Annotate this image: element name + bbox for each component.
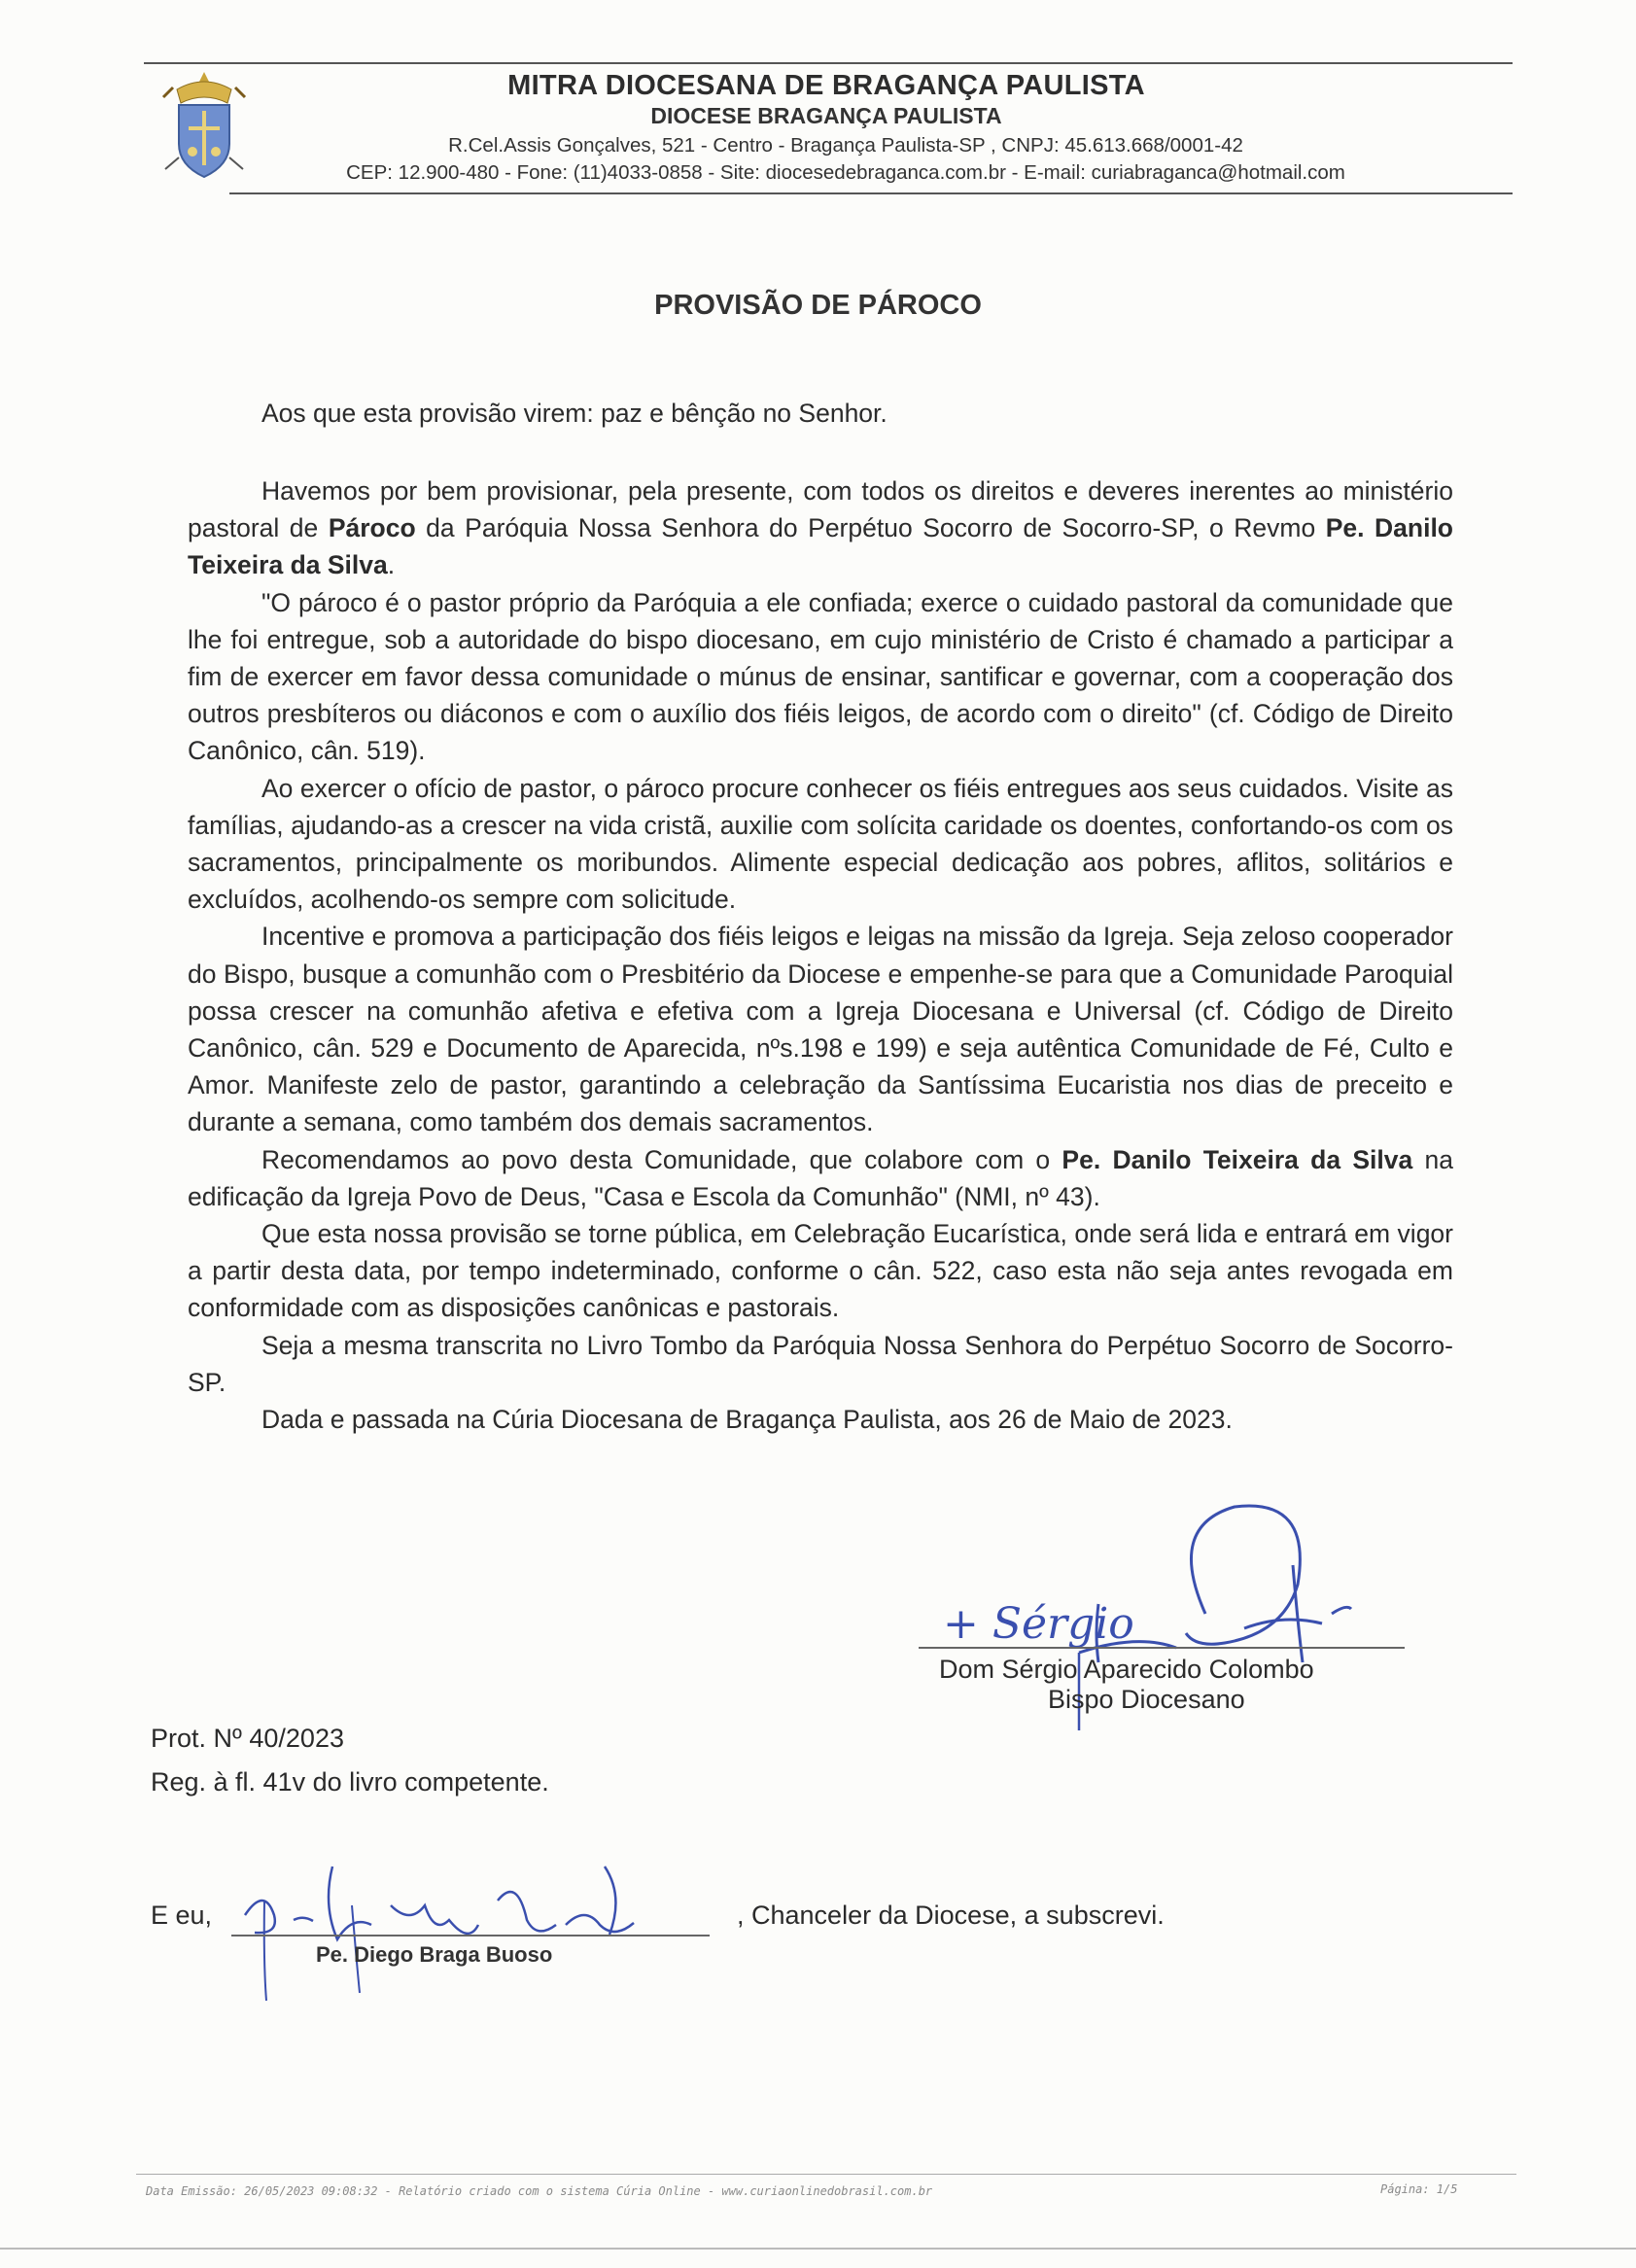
chancellor-signature-line bbox=[231, 1935, 710, 1937]
bishop-role: Bispo Diocesano bbox=[1048, 1685, 1245, 1714]
paragraph-canon-519: "O pároco é o pastor próprio da Paróquia a ele confiada; exerce o cuidado pastoral da comunidade que lhe foi entregue, sob a autoridade do bispo diocesano, em cujo ministério de Cristo é chamado a participar a fim de exercer em favor dessa comunidade o múnus de ensinar, santificar e governar, com a cooperação dos outros presbíteros ou diáconos e com o auxílio dos fiéis leigos, de acordo com o direito" (cf. Código de Direito Canônico, cân. 519). bbox=[188, 587, 1453, 766]
paragraph-transcription: Seja a mesma transcrita no Livro Tombo da Paróquia Nossa Senhora do Perpétuo Socorro de Socorro-SP. bbox=[188, 1330, 1453, 1397]
svg-text:+ Sérgio: + Sérgio bbox=[943, 1599, 1134, 1649]
letterhead-address: R.Cel.Assis Gonçalves, 521 - Centro - Bragança Paulista-SP , CNPJ: 45.613.668/0001-42 bbox=[448, 134, 1243, 157]
letterhead-title: MITRA DIOCESANA DE BRAGANÇA PAULISTA bbox=[507, 70, 1145, 101]
chancellor-suffix: , Chanceler da Diocese, a subscrevi. bbox=[737, 1901, 1165, 1930]
bishop-signature-line bbox=[919, 1647, 1405, 1649]
paragraph-date: Dada e passada na Cúria Diocesana de Bragança Paulista, aos 26 de Maio de 2023. bbox=[261, 1405, 1233, 1435]
bishop-name: Dom Sérgio Aparecido Colombo bbox=[939, 1655, 1314, 1684]
page-bottom-rule bbox=[0, 2248, 1636, 2250]
footer-page-number: Página: 1/5 bbox=[1380, 2182, 1458, 2196]
greeting: Aos que esta provisão virem: paz e bênção no Senhor. bbox=[261, 399, 888, 428]
chancellor-prefix: E eu, bbox=[151, 1901, 213, 1930]
chancellor-signature bbox=[226, 1847, 712, 2003]
paragraph-participation: Incentive e promova a participação dos fiéis leigos e leigas na missão da Igreja. Seja zeloso cooperador do Bispo, busque a comunhão com o Presbitério da Diocese e empenhe-se para que a Comunidade Paroquial possa crescer na comunhão afetiva e efetiva com a Igreja Diocesana e Universal (cf. Código de Direito Canônico, cân. 529 e Documento de Aparecida, nºs.198 e 199) e seja autêntica Comunidade de Fé, Culto e Amor. Manifeste zelo de pastor, garantindo a celebração da Santíssima Eucaristia nos dias de preceito e durante a semana, como também dos demais sacramentos. bbox=[188, 922, 1453, 1137]
letterhead-contact: CEP: 12.900-480 - Fone: (11)4033-0858 - Site: diocesedebraganca.com.br - E-mail: curiabraganca@hotmail.com bbox=[346, 161, 1345, 184]
diocese-crest-icon bbox=[156, 68, 253, 185]
header-bottom-rule bbox=[229, 192, 1513, 194]
header-top-rule bbox=[144, 62, 1513, 64]
document-title: PROVISÃO DE PÁROCO bbox=[654, 290, 982, 321]
paragraph-pastor-duties: Ao exercer o ofício de pastor, o pároco procure conhecer os fiéis entregues aos seus cuidados. Visite as famílias, ajudando-as a crescer na vida cristã, auxilie com solícita caridade os doentes, confortando-os com os sacramentos, principalmente os moribundos. Alimente especial dedicação aos pobres, aflitos, solitários e excluídos, acolhendo-os sempre com solicitude. bbox=[188, 773, 1453, 915]
paragraph-publication: Que esta nossa provisão se torne pública, em Celebração Eucarística, onde será lida e entrará em vigor a partir desta data, por tempo indeterminado, conforme o cân. 522, caso esta não seja antes revogada em conformidade com as disposições canônicas e pastorais. bbox=[188, 1219, 1453, 1323]
registry-note: Reg. à fl. 41v do livro competente. bbox=[151, 1767, 549, 1797]
footer-emission: Data Emissão: 26/05/2023 09:08:32 - Relatório criado com o sistema Cúria Online - www.curiaonlinedobrasil.com.br bbox=[146, 2184, 933, 2198]
footer-rule bbox=[136, 2174, 1516, 2175]
document-body bbox=[188, 472, 1453, 1438]
chancellor-name: Pe. Diego Braga Buoso bbox=[316, 1942, 553, 1967]
paragraph-recommendation: Recomendamos ao povo desta Comunidade, que colabore com o Pe. Danilo Teixeira da Silva na edificação da Igreja Povo de Deus, "Casa e Escola da Comunhão" (NMI, nº 43). bbox=[188, 1144, 1454, 1211]
letterhead-subtitle: DIOCESE BRAGANÇA PAULISTA bbox=[650, 103, 1002, 128]
protocol-number: Prot. Nº 40/2023 bbox=[151, 1724, 344, 1753]
paragraph-appointment: Havemos por bem provisionar, pela presente, com todos os direitos e deveres inerentes ao ministério pastoral de Pároco da Paróquia Nossa Senhora do Perpétuo Socorro de Socorro-SP, o Revmo Pe. Danilo Teixeira da Silva. bbox=[188, 476, 1453, 580]
